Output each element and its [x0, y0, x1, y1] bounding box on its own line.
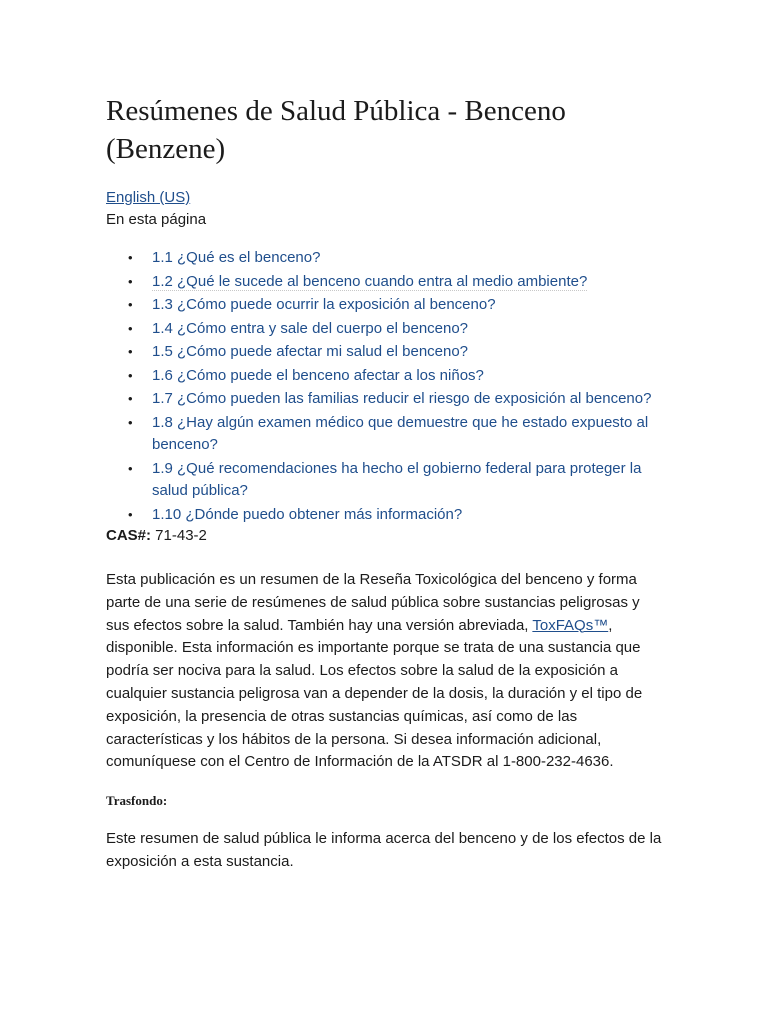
toc-item[interactable] [106, 458, 666, 503]
toc-item[interactable] [106, 504, 666, 527]
toc-link[interactable]: 1.3 ¿Cómo puede ocurrir la exposición al benceno? [152, 296, 496, 313]
page-title: Resúmenes de Salud Pública - Benceno (Benzene) [106, 95, 566, 165]
toc-item[interactable] [106, 318, 666, 341]
toc-item[interactable] [106, 365, 666, 388]
bullet-icon: • [128, 320, 133, 336]
bullet-icon: • [128, 414, 133, 430]
bullet-icon: • [128, 250, 133, 265]
toc-link[interactable]: 1.10 ¿Dónde puedo obtener más información? [152, 505, 463, 523]
toc-item[interactable] [106, 412, 666, 457]
toc-link[interactable]: 1.2 ¿Qué le sucede al benceno cuando entra al medio ambiente? [152, 272, 588, 290]
bullet-icon: • [128, 367, 133, 383]
intro-text-end: , disponible. Esta información es importante porque se trata de una sustancia que podría ser nociva para la salud. Los efectos sobre la salud de la exposición a cualquier sustancia peligrosa van a depender de la dosis, la duración y el tipo de exposición, la presencia de otras sustancias químicas, así como de las características y los hábitos de la persona. Si desea información adicional, comuníquese con el Centro de Información de la ATSDR al 1-800-232-4636. [106, 616, 643, 771]
background-heading: Trasfondo: [106, 793, 168, 809]
bullet-icon: • [128, 297, 133, 312]
toc-link[interactable]: 1.1 ¿Qué es el benceno? [152, 249, 321, 266]
bullet-icon: • [128, 273, 133, 289]
bullet-icon: • [128, 506, 133, 522]
toc-link[interactable]: 1.8 ¿Hay algún examen médico que demuestre que he estado expuesto al benceno? [152, 413, 649, 453]
toxfaqs-link[interactable]: ToxFAQs™ [532, 616, 609, 634]
on-this-page-label: En esta página [106, 211, 207, 228]
toc-item[interactable] [106, 271, 666, 294]
cas-number [106, 525, 666, 547]
document-page [106, 92, 666, 874]
toc-item[interactable] [106, 341, 666, 364]
toc-link[interactable]: 1.4 ¿Cómo entra y sale del cuerpo el benceno? [152, 319, 469, 337]
toc-item[interactable] [106, 294, 666, 317]
intro-text-start: Esta publicación es un resumen de la Reseña Toxicológica del benceno y forma parte de una serie de resúmenes de salud pública sobre sustancias peligrosas y sus efectos sobre la salud. También hay una versión abreviada, [106, 571, 640, 634]
toc-link[interactable]: 1.6 ¿Cómo puede el benceno afectar a los niños? [152, 366, 484, 384]
language-link[interactable]: English (US) [106, 189, 191, 206]
cas-value: 71-43-2 [151, 527, 207, 544]
bullet-icon: • [128, 344, 133, 359]
toc-link[interactable]: 1.9 ¿Qué recomendaciones ha hecho el gobierno federal para proteger la salud pública? [152, 459, 642, 499]
toc-link[interactable]: 1.7 ¿Cómo pueden las familias reducir el riesgo de exposición al benceno? [152, 390, 652, 407]
bullet-icon: • [128, 391, 133, 406]
toc-item[interactable] [106, 247, 666, 270]
toc-link[interactable]: 1.5 ¿Cómo puede afectar mi salud el benceno? [152, 343, 469, 360]
intro-paragraph [106, 569, 666, 774]
toc-item[interactable] [106, 388, 666, 411]
background-paragraph: Este resumen de salud pública le informa acerca del benceno y de los efectos de la exposición a esta sustancia. [106, 830, 662, 870]
bullet-icon: • [128, 460, 133, 476]
table-of-contents [106, 247, 666, 526]
cas-label: CAS#: [106, 527, 152, 544]
